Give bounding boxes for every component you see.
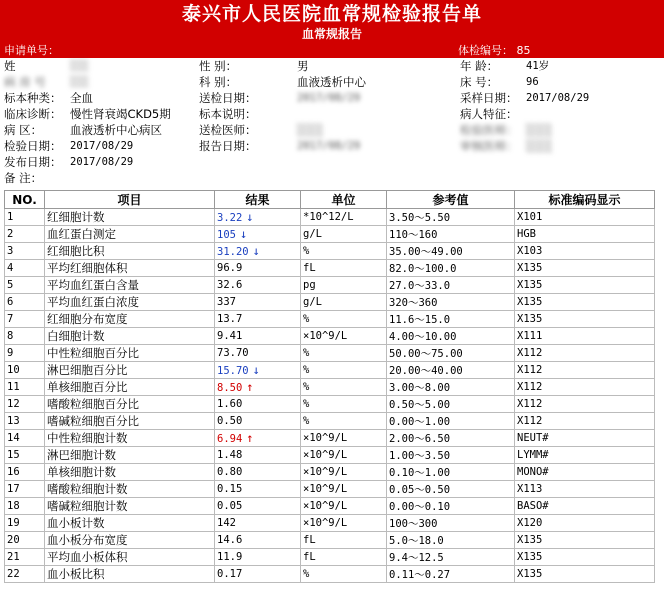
table-row xyxy=(5,464,655,481)
table-row xyxy=(5,566,655,583)
result-value: 105 xyxy=(217,229,236,241)
row-reference: 1.00～3.50 xyxy=(387,447,515,464)
row-result xyxy=(215,311,301,328)
specimen-note-label: 标本说明： xyxy=(199,107,257,121)
row-unit: fL xyxy=(301,532,387,549)
table-row xyxy=(5,209,655,226)
row-number: 8 xyxy=(5,328,45,345)
table-row xyxy=(5,447,655,464)
row-code: MONO# xyxy=(515,464,655,481)
row-result xyxy=(215,277,301,294)
row-code: X120 xyxy=(515,515,655,532)
result-value: 9.41 xyxy=(217,330,243,342)
row-code: LYMM# xyxy=(515,447,655,464)
dept-value: 血液透析中心 xyxy=(297,75,366,89)
arrow-down-icon: ↓ xyxy=(252,363,260,377)
table-row xyxy=(5,362,655,379)
row-result xyxy=(215,345,301,362)
row-reference: 3.00～8.00 xyxy=(387,379,515,396)
row-item: 单核细胞计数 xyxy=(45,464,215,481)
row-result xyxy=(215,498,301,515)
result-value: 0.17 xyxy=(217,568,243,580)
row-number: 21 xyxy=(5,549,45,566)
row-code: X135 xyxy=(515,311,655,328)
row-reference: 2.00～6.50 xyxy=(387,430,515,447)
row-number: 4 xyxy=(5,260,45,277)
sex-label: 性 别： xyxy=(199,59,238,73)
doctor-label: 送检医师： xyxy=(199,123,257,137)
row-unit: % xyxy=(301,566,387,583)
row-code: X101 xyxy=(515,209,655,226)
arrow-up-icon: ↑ xyxy=(246,431,254,445)
row-reference: 0.05～0.50 xyxy=(387,481,515,498)
result-value: 1.60 xyxy=(217,398,243,410)
result-value: 73.70 xyxy=(217,347,249,359)
row-code: X135 xyxy=(515,566,655,583)
row-unit: ×10^9/L xyxy=(301,481,387,498)
age-label: 年 龄： xyxy=(460,59,499,73)
ward-value: 血液透析中心病区 xyxy=(70,123,162,137)
col-header-no: NO. xyxy=(5,191,45,209)
row-code: X135 xyxy=(515,294,655,311)
specimen-label: 标本种类： xyxy=(4,91,62,105)
row-unit: % xyxy=(301,413,387,430)
remark-label: 备 注： xyxy=(4,171,43,185)
row-number: 22 xyxy=(5,566,45,583)
row-result xyxy=(215,209,301,226)
row-unit: g/L xyxy=(301,226,387,243)
row-item: 白细胞计数 xyxy=(45,328,215,345)
row-reference: 0.11～0.27 xyxy=(387,566,515,583)
arrow-down-icon: ↓ xyxy=(239,227,248,241)
diagnosis-value: 慢性肾衰竭CKD5期 xyxy=(70,107,171,121)
table-row xyxy=(5,379,655,396)
age-value: 41岁 xyxy=(526,60,550,72)
report-date-value: 2017/08/29 xyxy=(297,140,361,152)
patient-feature-label: 病人特征： xyxy=(460,107,518,121)
row-number: 14 xyxy=(5,430,45,447)
row-unit: ×10^9/L xyxy=(301,515,387,532)
row-result xyxy=(215,260,301,277)
table-row xyxy=(5,328,655,345)
row-code: HGB xyxy=(515,226,655,243)
result-value: 0.50 xyxy=(217,415,243,427)
row-number: 13 xyxy=(5,413,45,430)
report-header xyxy=(0,0,664,44)
row-code: X135 xyxy=(515,260,655,277)
result-value: 32.6 xyxy=(217,279,243,291)
row-code: X112 xyxy=(515,379,655,396)
table-row xyxy=(5,413,655,430)
row-reference: 5.0～18.0 xyxy=(387,532,515,549)
row-result xyxy=(215,515,301,532)
row-number: 7 xyxy=(5,311,45,328)
row-code: X112 xyxy=(515,362,655,379)
row-unit: fL xyxy=(301,260,387,277)
col-header-item: 项目 xyxy=(45,191,215,209)
table-row xyxy=(5,294,655,311)
row-unit: % xyxy=(301,345,387,362)
row-unit: ×10^9/L xyxy=(301,430,387,447)
row-item: 中性粒细胞百分比 xyxy=(45,345,215,362)
row-reference: 11.6～15.0 xyxy=(387,311,515,328)
row-item: 单核细胞百分比 xyxy=(45,379,215,396)
send-date-label: 送检日期： xyxy=(199,91,257,105)
results-table xyxy=(4,190,655,583)
row-number: 10 xyxy=(5,362,45,379)
row-item: 淋巴细胞百分比 xyxy=(45,362,215,379)
bed-value: ░░░ xyxy=(70,76,89,88)
row-result xyxy=(215,413,301,430)
arrow-down-icon: ↓ xyxy=(252,244,260,258)
request-bar xyxy=(0,44,664,58)
row-number: 1 xyxy=(5,209,45,226)
bedno-label: 床 号： xyxy=(460,75,499,89)
result-value: 0.15 xyxy=(217,483,243,495)
result-value: 337 xyxy=(217,296,236,308)
row-item: 淋巴细胞计数 xyxy=(45,447,215,464)
row-reference: 3.50～5.50 xyxy=(387,209,515,226)
row-item: 红细胞比积 xyxy=(45,243,215,260)
sex-value: 男 xyxy=(297,59,309,73)
row-result xyxy=(215,481,301,498)
result-value: 31.20 xyxy=(217,246,249,258)
exam-number: 体检编号： 85 xyxy=(458,44,531,57)
row-item: 嗜碱粒细胞百分比 xyxy=(45,413,215,430)
row-result xyxy=(215,549,301,566)
row-code: NEUT# xyxy=(515,430,655,447)
table-row xyxy=(5,481,655,498)
result-value: 1.48 xyxy=(217,449,243,461)
row-reference: 100～300 xyxy=(387,515,515,532)
table-row xyxy=(5,532,655,549)
row-result xyxy=(215,379,301,396)
row-item: 嗜酸粒细胞百分比 xyxy=(45,396,215,413)
row-item: 红细胞分布宽度 xyxy=(45,311,215,328)
row-unit: ×10^9/L xyxy=(301,328,387,345)
result-value: 0.80 xyxy=(217,466,243,478)
col-header-code: 标准编码显示 xyxy=(515,191,655,209)
row-unit: *10^12/L xyxy=(301,209,387,226)
row-number: 2 xyxy=(5,226,45,243)
row-reference: 4.00～10.00 xyxy=(387,328,515,345)
report-title: 泰兴市人民医院血常规检验报告单 xyxy=(181,3,482,25)
row-number: 19 xyxy=(5,515,45,532)
dept-label: 科 别： xyxy=(199,75,238,89)
row-result xyxy=(215,464,301,481)
row-item: 平均红细胞体积 xyxy=(45,260,215,277)
table-row xyxy=(5,515,655,532)
row-result xyxy=(215,447,301,464)
bedno-value: 96 xyxy=(526,76,539,88)
row-reference: 0.00～0.10 xyxy=(387,498,515,515)
result-value: 96.9 xyxy=(217,262,243,274)
test-date-label: 检验日期： xyxy=(4,139,62,153)
row-reference: 50.00～75.00 xyxy=(387,345,515,362)
publish-date-value: 2017/08/29 xyxy=(70,156,134,168)
send-date-value: 2017/08/29 xyxy=(297,92,361,104)
row-number: 17 xyxy=(5,481,45,498)
row-code: X135 xyxy=(515,549,655,566)
col-header-unit: 单位 xyxy=(301,191,387,209)
row-result xyxy=(215,328,301,345)
row-reference: 0.10～1.00 xyxy=(387,464,515,481)
row-unit: g/L xyxy=(301,294,387,311)
row-code: X112 xyxy=(515,345,655,362)
result-value: 0.05 xyxy=(217,500,243,512)
row-code: X135 xyxy=(515,532,655,549)
row-item: 红细胞计数 xyxy=(45,209,215,226)
row-unit: % xyxy=(301,362,387,379)
row-unit: % xyxy=(301,311,387,328)
result-value: 15.70 xyxy=(217,365,249,377)
name-label: 姓 xyxy=(4,59,16,73)
row-result xyxy=(215,226,301,243)
row-item: 平均血红蛋白浓度 xyxy=(45,294,215,311)
row-number: 16 xyxy=(5,464,45,481)
row-unit: % xyxy=(301,396,387,413)
table-row xyxy=(5,345,655,362)
row-result xyxy=(215,243,301,260)
table-row xyxy=(5,226,655,243)
diagnosis-label: 临床诊断： xyxy=(4,107,62,121)
row-item: 血小板分布宽度 xyxy=(45,532,215,549)
table-row xyxy=(5,260,655,277)
report-date-label: 报告日期： xyxy=(199,139,257,153)
table-header-row xyxy=(5,191,655,209)
row-unit: pg xyxy=(301,277,387,294)
row-number: 9 xyxy=(5,345,45,362)
row-result xyxy=(215,566,301,583)
ward-label: 病 区： xyxy=(4,123,43,137)
row-item: 血红蛋白测定 xyxy=(45,226,215,243)
result-value: 13.7 xyxy=(217,313,243,325)
row-number: 12 xyxy=(5,396,45,413)
col-header-reference: 参考值 xyxy=(387,191,515,209)
row-code: X113 xyxy=(515,481,655,498)
arrow-down-icon: ↓ xyxy=(246,210,254,224)
row-number: 6 xyxy=(5,294,45,311)
result-value: 11.9 xyxy=(217,551,243,563)
row-unit: ×10^9/L xyxy=(301,464,387,481)
row-number: 18 xyxy=(5,498,45,515)
result-value: 14.6 xyxy=(217,534,243,546)
row-number: 15 xyxy=(5,447,45,464)
specimen-value: 全血 xyxy=(70,91,93,105)
row-reference: 0.00～1.00 xyxy=(387,413,515,430)
row-code: X135 xyxy=(515,277,655,294)
row-code: X103 xyxy=(515,243,655,260)
row-reference: 0.50～5.00 xyxy=(387,396,515,413)
row-item: 血小板计数 xyxy=(45,515,215,532)
col-header-result: 结果 xyxy=(215,191,301,209)
collect-date-value: 2017/08/29 xyxy=(526,92,590,104)
row-result xyxy=(215,430,301,447)
inspector-value: ░░░ xyxy=(526,123,553,137)
row-result xyxy=(215,362,301,379)
row-unit: fL xyxy=(301,549,387,566)
result-value: 8.50 xyxy=(217,382,243,394)
row-unit: % xyxy=(301,379,387,396)
row-unit: % xyxy=(301,243,387,260)
row-unit: ×10^9/L xyxy=(301,447,387,464)
row-item: 嗜碱粒细胞计数 xyxy=(45,498,215,515)
reviewer-label: 审核医师： xyxy=(460,139,518,153)
collect-date-label: 采样日期： xyxy=(460,91,518,105)
row-reference: 20.00～40.00 xyxy=(387,362,515,379)
row-item: 平均血红蛋白含量 xyxy=(45,277,215,294)
table-row xyxy=(5,277,655,294)
row-reference: 27.0～33.0 xyxy=(387,277,515,294)
table-row xyxy=(5,498,655,515)
table-row xyxy=(5,396,655,413)
row-number: 3 xyxy=(5,243,45,260)
result-value: 142 xyxy=(217,517,236,529)
report-subtitle: 血常规报告 xyxy=(301,27,362,41)
row-code: X111 xyxy=(515,328,655,345)
row-result xyxy=(215,294,301,311)
row-item: 血小板比积 xyxy=(45,566,215,583)
row-number: 5 xyxy=(5,277,45,294)
reviewer-value: ░░░ xyxy=(526,139,553,153)
row-code: X112 xyxy=(515,413,655,430)
result-value: 6.94 xyxy=(217,433,243,445)
row-number: 11 xyxy=(5,379,45,396)
row-result xyxy=(215,532,301,549)
row-item: 中性粒细胞计数 xyxy=(45,430,215,447)
row-result xyxy=(215,396,301,413)
row-reference: 35.00～49.00 xyxy=(387,243,515,260)
doctor-value: ░░░ xyxy=(297,123,324,137)
result-value: 3.22 xyxy=(217,212,243,224)
row-number: 20 xyxy=(5,532,45,549)
bed-label: 病 房 号 xyxy=(4,75,46,89)
row-reference: 320～360 xyxy=(387,294,515,311)
publish-date-label: 发布日期： xyxy=(4,155,62,169)
arrow-up-icon: ↑ xyxy=(246,380,254,394)
table-row xyxy=(5,311,655,328)
test-date-value: 2017/08/29 xyxy=(70,140,134,152)
row-reference: 82.0～100.0 xyxy=(387,260,515,277)
request-number-label: 申请单号： xyxy=(4,44,59,57)
table-row xyxy=(5,243,655,260)
table-row xyxy=(5,549,655,566)
row-item: 嗜酸粒细胞计数 xyxy=(45,481,215,498)
row-code: BASO# xyxy=(515,498,655,515)
row-reference: 110～160 xyxy=(387,226,515,243)
row-code: X112 xyxy=(515,396,655,413)
row-item: 平均血小板体积 xyxy=(45,549,215,566)
row-reference: 9.4～12.5 xyxy=(387,549,515,566)
name-value: ░░░ xyxy=(70,60,89,72)
table-row xyxy=(5,430,655,447)
row-unit: ×10^9/L xyxy=(301,498,387,515)
inspector-label: 检验医师： xyxy=(460,123,518,137)
